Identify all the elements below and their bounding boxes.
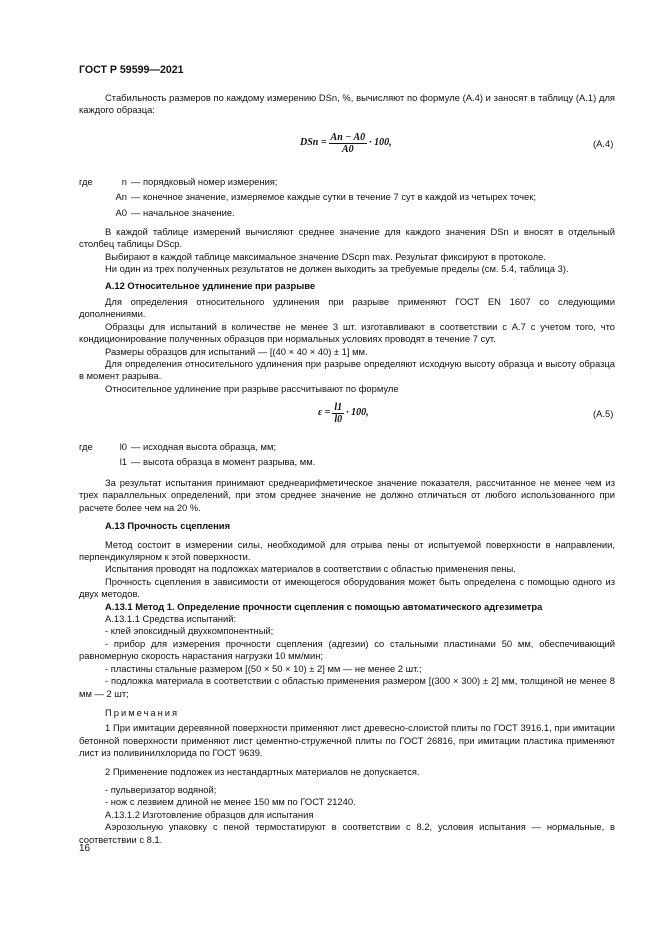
legend-prefix: где: [79, 176, 93, 187]
legend-row: [79, 207, 615, 219]
formula-a4-denominator: A0: [342, 144, 354, 155]
section-mean-values: [79, 226, 615, 395]
paragraph-p16: - прибор для измерения прочности сцепления (адгезии) со стальными пластинами 50 мм, обеспечивающий равномерную скорость нарастания нагрузки 10 мм/мин;: [79, 637, 615, 662]
legend-a5: [79, 441, 615, 469]
paragraph-p5: Для определения относительного удлинения при разрыве применяют ГОСТ EN 1607 со следующими дополнениями.: [79, 296, 615, 320]
paragraph-p21: А.13.1.2 Изготовление образцов для испытания: [105, 808, 314, 820]
legend-text: — высота образца в момент разрыва, мм.: [131, 456, 316, 468]
paragraph-p2: В каждой таблице измерений вычисляют среднее значение для каждого значения DSn и вносят в отдельный столбец таблицы DSср.: [79, 226, 615, 250]
formula-a4-numerator: An − A0: [330, 132, 366, 143]
section-result: [79, 477, 615, 846]
formula-a5-rhs: · 100,: [346, 407, 369, 419]
standard-header: ГОСТ Р 59599—2021: [79, 64, 184, 76]
paragraph-p6: Образцы для испытаний в количестве не менее 3 шт. изготавливают в соответствии с А.7 с учетом того, что кондиционирование полученных образцов при нормальных условиях проводят в течение 7 сут.: [79, 320, 615, 345]
formula-a5-fraction: [332, 402, 344, 425]
legend-prefix: где: [79, 441, 93, 452]
legend-symbol: An: [115, 191, 127, 203]
formula-a5-lhs: ε =: [318, 407, 331, 419]
legend-symbol: A0: [115, 206, 127, 218]
heading-a131: А.13.1 Метод 1. Определение прочности сцепления с помощью автоматического адгезиметра: [105, 600, 543, 612]
paragraph-p13: Прочность сцепления в зависимости от имеющегося оборудования может быть определена с помощью одного из двух методов.: [79, 575, 615, 600]
formula-a4: [300, 132, 392, 155]
paragraph-p18: - подложка материала в соответствии с областью применения размером [(300 × 300) ± 2] мм, толщиной не менее 8 мм — 2 шт;: [79, 675, 615, 699]
paragraph-p4: Ни один из трех полученных результатов не должен выходить за требуемые пределы (см. 5.4, таблица 3).: [105, 263, 569, 275]
formula-a5: [318, 402, 369, 425]
paragraph-p8: Для определения относительного удлинения при разрыве определяют исходную высоту образца и высоту образца в момент разрыва.: [79, 358, 615, 382]
paragraph-p7: Размеры образцов для испытаний — [(40 × 40 × 40) ± 1] мм.: [105, 345, 368, 357]
paragraph-dimension-stability: [79, 92, 615, 117]
paragraph-p19: - пульверизатор водяной;: [105, 783, 217, 795]
formula-a4-label: (А.4): [593, 138, 614, 149]
formula-a4-fraction: [329, 132, 368, 155]
legend-text: — исходная высота образца, мм;: [131, 441, 277, 452]
legend-row: [79, 441, 615, 453]
page-number: 16: [79, 843, 91, 854]
paragraph-p17: - пластины стальные размером [(50 × 50 × 10) ± 2] мм — не менее 2 шт.;: [105, 662, 422, 674]
legend-symbol: l1: [119, 456, 127, 468]
paragraph-p20: - нож с лезвием длиной не менее 150 мм по ГОСТ 21240.: [105, 796, 356, 808]
legend-row: [79, 191, 615, 203]
formula-a5-label: (А.5): [593, 408, 614, 419]
legend-text: — порядковый номер измерения;: [131, 176, 278, 187]
paragraph-p9: Относительное удлинение при разрыве рассчитывают по формуле: [105, 382, 399, 394]
paragraph-p12: Испытания проводят на подложках материалов в соответствии с областью применения пены.: [105, 563, 516, 575]
formula-a5-numerator: l1: [334, 402, 343, 413]
paragraph-p1: Стабильность размеров по каждому измерению DSn, %, вычисляют по формуле (А.4) и заносят в таблицу (А.1) для каждого образца:: [79, 92, 615, 116]
paragraph-p15: - клей эпоксидный двухкомпонентный;: [105, 625, 274, 637]
legend-row: [79, 176, 615, 188]
legend-symbol: l0: [119, 441, 127, 452]
paragraph-p14: А.13.1.1 Средства испытаний:: [105, 613, 237, 625]
formula-a4-lhs: DSn =: [300, 137, 327, 149]
note-1: 1 При имитации деревянной поверхности применяют лист древесно-слоистой плиты по ГОСТ 3916.1, при имитации бетонной поверхности применяют лист цементно-стружечной плиты по ГОСТ 26816, при имитации пластика применяют лист из поливинилхлорида по ГОСТ 9639.: [79, 722, 615, 759]
legend-text: — начальное значение.: [131, 206, 235, 218]
heading-a13: А.13 Прочность сцепления: [105, 520, 231, 532]
paragraph-p10: За результат испытания принимают среднеарифметическое значение показателя, рассчитанное не менее чем из трех параллельных определений, при этом среднее значение не должно отличаться от любого использованного при расчете более чем на 20 %.: [79, 477, 615, 513]
heading-a12: А.12 Относительное удлинение при разрыве: [105, 279, 316, 291]
paragraph-p3: Выбирают в каждой таблице максимальное значение DSсрn max. Результат фиксируют в протоколе.: [105, 250, 546, 262]
note-2: 2 Применение подложек из нестандартных материалов не допускается.: [105, 765, 420, 777]
formula-a5-denominator: l0: [334, 414, 343, 425]
legend-text: — конечное значение, измеряемое каждые сутки в течение 7 сут в каждой из четырех точек;: [131, 191, 536, 203]
paragraph-p11: Метод состоит в измерении силы, необходимой для отрыва пены от испытуемой поверхности в направлении, перпендикулярном к этой поверхности.: [79, 538, 615, 563]
paragraph-p22: Аэрозольную упаковку с пеной термостатируют в соответствии с 8.2, условия испытания — нормальные, в соответствии с 8.1.: [79, 821, 615, 845]
formula-a4-rhs: · 100,: [369, 137, 392, 149]
legend-symbol: n: [121, 176, 127, 187]
legend-row: [79, 456, 615, 468]
legend-a4: [79, 176, 615, 219]
notes-title: Примечания: [105, 706, 180, 718]
